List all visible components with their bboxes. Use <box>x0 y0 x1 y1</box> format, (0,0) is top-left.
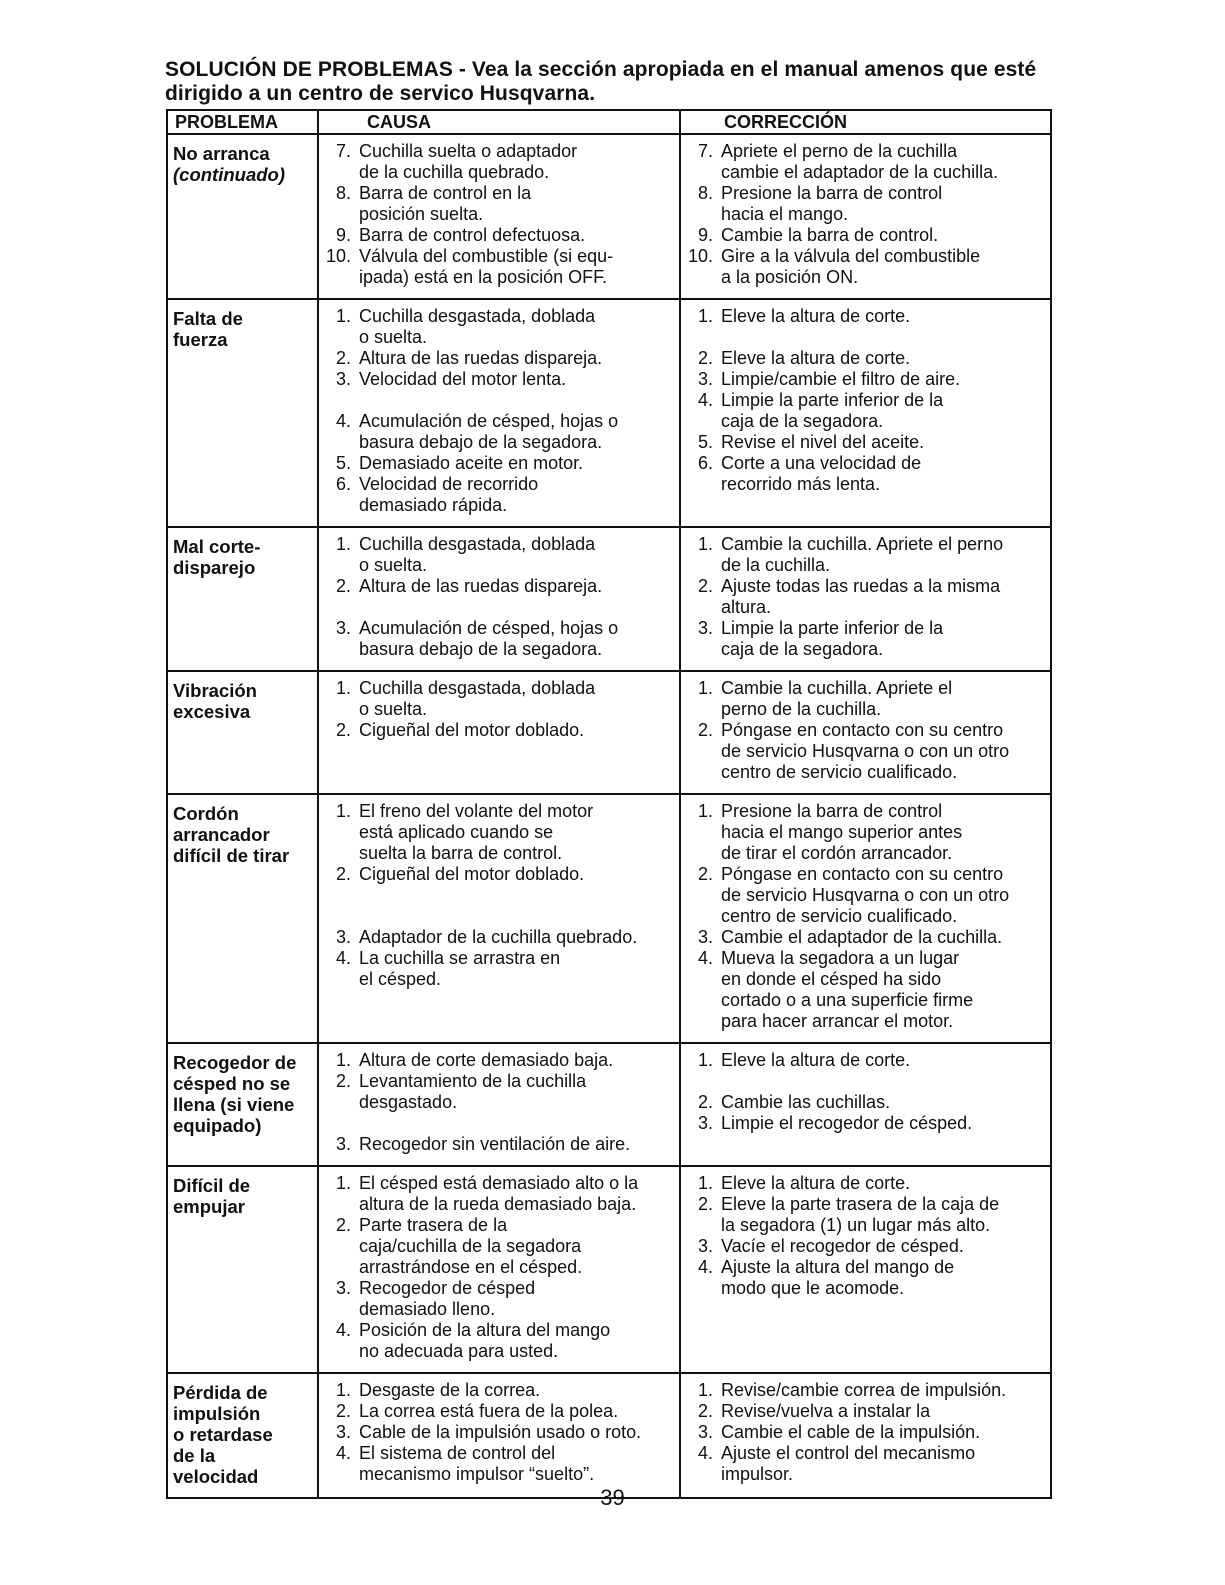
table-row <box>167 299 1051 527</box>
item-number: 7. <box>335 141 351 161</box>
problem-label: Pérdida de impulsión o retardase de la velocidad <box>173 1382 273 1487</box>
cause-item <box>324 369 677 390</box>
item-text: Cuchilla desgastada, doblada o suelta. <box>359 678 596 719</box>
correction-item <box>686 927 1048 948</box>
item-number: 1. <box>697 1050 713 1070</box>
item-number: 1. <box>697 1380 713 1400</box>
item-number: 3. <box>335 1134 351 1154</box>
item-text: Altura de las ruedas dispareja. <box>359 348 603 368</box>
item-text: Recogedor sin ventilación de aire. <box>359 1134 631 1154</box>
item-text: Cambie el adaptador de la cuchilla. <box>721 927 1003 947</box>
correction-cell <box>680 527 1051 671</box>
item-text: Acumulación de césped, hojas o basura debajo de la segadora. <box>359 618 619 659</box>
item-text: Vacíe el recogedor de césped. <box>721 1236 964 1256</box>
cause-cell <box>318 1166 680 1373</box>
item-number: 4. <box>335 411 351 431</box>
problem-label: No arranca <box>173 143 270 164</box>
item-text: Cigueñal del motor doblado. <box>359 864 585 884</box>
item-text: Demasiado aceite en motor. <box>359 453 584 473</box>
problem-label: Vibración excesiva <box>173 680 257 722</box>
cause-item <box>324 1173 677 1215</box>
item-text: La correa está fuera de la polea. <box>359 1401 619 1421</box>
item-number: 3. <box>697 1236 713 1256</box>
item-text: Desgaste de la correa. <box>359 1380 541 1400</box>
cause-cell <box>318 794 680 1043</box>
item-number: 5. <box>697 432 713 452</box>
correction-item <box>686 1113 1048 1134</box>
item-text: Cuchilla desgastada, doblada o suelta. <box>359 534 596 575</box>
item-text: Eleve la altura de corte. <box>721 1050 911 1070</box>
troubleshooting-page <box>166 58 1050 1499</box>
correction-item <box>686 948 1048 1032</box>
problem-cell <box>167 794 318 1043</box>
problem-label: Mal corte- disparejo <box>173 536 261 578</box>
item-number: 2. <box>335 348 351 368</box>
correction-cell <box>680 134 1051 299</box>
item-text: Corte a una velocidad de recorrido más lenta. <box>721 453 922 494</box>
item-number: 3. <box>335 1422 351 1442</box>
cause-cell <box>318 671 680 794</box>
correction-item <box>686 1422 1048 1443</box>
item-number: 1. <box>335 678 351 698</box>
item-number: 6. <box>697 453 713 473</box>
problem-sublabel: (continuado) <box>173 164 286 185</box>
item-number: 2. <box>697 348 713 368</box>
item-text: Cambie la cuchilla. Apriete el perno de la cuchilla. <box>721 678 953 719</box>
cause-item <box>324 453 677 474</box>
item-text: Apriete el perno de la cuchilla cambie el adaptador de la cuchilla. <box>721 141 999 182</box>
cause-item <box>324 1401 677 1422</box>
item-number: 1. <box>697 306 713 326</box>
cause-cell <box>318 299 680 527</box>
correction-cell <box>680 299 1051 527</box>
item-number: 1. <box>335 1380 351 1400</box>
cause-item <box>324 1134 677 1155</box>
correction-item <box>686 432 1048 453</box>
item-number: 2. <box>697 1092 713 1112</box>
cause-item <box>324 1215 677 1278</box>
table-row <box>167 671 1051 794</box>
problem-cell <box>167 1043 318 1166</box>
item-number: 4. <box>335 948 351 968</box>
item-text: Presione la barra de control hacia el mango. <box>721 183 943 224</box>
correction-item <box>686 1380 1048 1401</box>
item-number: 4. <box>335 1443 351 1463</box>
item-number: 1. <box>335 1173 351 1193</box>
correction-cell <box>680 794 1051 1043</box>
problem-label: Difícil de empujar <box>173 1175 251 1217</box>
item-number: 3. <box>697 1113 713 1133</box>
correction-item <box>686 390 1048 432</box>
cause-item <box>324 225 677 246</box>
item-text: Limpie la parte inferior de la caja de la segadora. <box>721 390 944 431</box>
cause-item <box>324 246 677 288</box>
item-text: Cambie el cable de la impulsión. <box>721 1422 981 1442</box>
cause-item <box>324 1422 677 1443</box>
problem-cell <box>167 671 318 794</box>
item-text: Eleve la altura de corte. <box>721 306 911 326</box>
item-text: Barra de control defectuosa. <box>359 225 586 245</box>
cause-item <box>324 348 677 369</box>
item-text: Velocidad del motor lenta. <box>359 369 567 389</box>
cause-cell <box>318 1043 680 1166</box>
cause-item <box>324 411 677 453</box>
item-text: Mueva la segadora a un lugar en donde el césped ha sido cortado o a una superficie firme para hacer arrancar el motor. <box>721 948 974 1031</box>
cause-item <box>324 306 677 348</box>
correction-item <box>686 1236 1048 1257</box>
problem-cell <box>167 299 318 527</box>
item-text: Levantamiento de la cuchilla desgastado. <box>359 1071 587 1112</box>
item-text: Velocidad de recorrido demasiado rápida. <box>359 474 539 515</box>
correction-item <box>686 801 1048 864</box>
correction-item <box>686 1173 1048 1194</box>
item-text: Parte trasera de la caja/cuchilla de la segadora arrastrándose en el césped. <box>359 1215 583 1277</box>
table-row <box>167 1166 1051 1373</box>
item-text: Posición de la altura del mango no adecuada para usted. <box>359 1320 611 1361</box>
cause-item <box>324 801 677 864</box>
correction-cell <box>680 1166 1051 1373</box>
correction-item <box>686 1257 1048 1299</box>
correction-item <box>686 864 1048 927</box>
cause-item <box>324 678 677 720</box>
item-number: 1. <box>335 306 351 326</box>
cause-item <box>324 1380 677 1401</box>
column-header-causa: CAUSA <box>318 110 680 134</box>
item-text: Altura de las ruedas dispareja. <box>359 576 603 596</box>
item-text: Cable de la impulsión usado o roto. <box>359 1422 642 1442</box>
item-number: 4. <box>697 1443 713 1463</box>
table-row <box>167 1373 1051 1498</box>
table-row <box>167 134 1051 299</box>
item-text: Cuchilla desgastada, doblada o suelta. <box>359 306 596 347</box>
correction-cell <box>680 1373 1051 1498</box>
item-text: Adaptador de la cuchilla quebrado. <box>359 927 638 947</box>
correction-cell <box>680 1043 1051 1166</box>
cause-item <box>324 1278 677 1320</box>
item-number: 4. <box>697 390 713 410</box>
item-number: 8. <box>697 183 713 203</box>
item-number: 2. <box>697 864 713 884</box>
correction-item <box>686 1443 1048 1485</box>
item-number: 2. <box>335 1401 351 1421</box>
item-text: Cuchilla suelta o adaptador de la cuchilla quebrado. <box>359 141 578 182</box>
item-text: Revise el nivel del aceite. <box>721 432 925 452</box>
cause-item <box>324 1320 677 1362</box>
item-text: Cambie la barra de control. <box>721 225 939 245</box>
cause-item <box>324 927 677 948</box>
item-text: Póngase en contacto con su centro de servicio Husqvarna o con un otro centro de servicio cualificado. <box>721 720 1010 782</box>
item-number: 3. <box>335 927 351 947</box>
item-number: 2. <box>335 720 351 740</box>
problem-cell <box>167 1166 318 1373</box>
correction-item <box>686 141 1048 183</box>
correction-item <box>686 618 1048 660</box>
correction-cell <box>680 671 1051 794</box>
item-text: Válvula del combustible (si equ- ipada) está en la posición OFF. <box>359 246 614 287</box>
item-number: 4. <box>697 948 713 968</box>
cause-item <box>324 183 677 225</box>
item-number: 3. <box>697 1422 713 1442</box>
item-text: Ajuste todas las ruedas a la misma altura. <box>721 576 1001 617</box>
item-number: 3. <box>335 618 351 638</box>
cause-item <box>324 948 677 990</box>
cause-item <box>324 141 677 183</box>
page-number: 39 <box>600 1485 625 1510</box>
correction-item <box>686 453 1048 495</box>
item-text: Limpie la parte inferior de la caja de la segadora. <box>721 618 944 659</box>
correction-item <box>686 225 1048 246</box>
item-number: 3. <box>335 1278 351 1298</box>
cause-cell <box>318 1373 680 1498</box>
item-number: 2. <box>697 576 713 596</box>
item-number: 7. <box>697 141 713 161</box>
item-text: Barra de control en la posición suelta. <box>359 183 532 224</box>
item-text: El césped está demasiado alto o la altura de la rueda demasiado baja. <box>359 1173 639 1214</box>
item-number: 2. <box>697 1194 713 1214</box>
item-text: La cuchilla se arrastra en el césped. <box>359 948 561 989</box>
item-number: 2. <box>335 576 351 596</box>
item-text: Limpie/cambie el filtro de aire. <box>721 369 961 389</box>
column-header-correccion: CORRECCIÓN <box>680 110 1051 134</box>
item-number: 2. <box>335 1215 351 1235</box>
correction-item <box>686 348 1048 369</box>
item-text: Recogedor de césped demasiado lleno. <box>359 1278 536 1319</box>
item-number: 1. <box>697 801 713 821</box>
cause-item <box>324 720 677 741</box>
item-text: Póngase en contacto con su centro de servicio Husqvarna o con un otro centro de servicio cualificado. <box>721 864 1010 926</box>
cause-item <box>324 576 677 597</box>
item-number: 1. <box>697 1173 713 1193</box>
item-number: 1. <box>335 534 351 554</box>
item-text: Ajuste la altura del mango de modo que le acomode. <box>721 1257 955 1298</box>
item-number: 6. <box>335 474 351 494</box>
item-number: 2. <box>697 720 713 740</box>
item-number: 5. <box>335 453 351 473</box>
item-number: 9. <box>335 225 351 245</box>
item-text: Altura de corte demasiado baja. <box>359 1050 614 1070</box>
problem-cell <box>167 1373 318 1498</box>
cause-item <box>324 474 677 516</box>
item-text: Acumulación de césped, hojas o basura debajo de la segadora. <box>359 411 619 452</box>
problem-label: Recogedor de césped no se llena (si viene equipado) <box>173 1052 297 1136</box>
item-number: 3. <box>697 927 713 947</box>
problem-label: Falta de fuerza <box>173 308 243 350</box>
item-text: El freno del volante del motor está aplicado cuando se suelta la barra de control. <box>359 801 594 863</box>
cause-item <box>324 618 677 660</box>
correction-item <box>686 576 1048 618</box>
table-row <box>167 1043 1051 1166</box>
column-header-problema: PROBLEMA <box>167 110 318 134</box>
item-number: 2. <box>335 864 351 884</box>
item-text: Presione la barra de control hacia el mango superior antes de tirar el cordón arrancador. <box>721 801 963 863</box>
table-header-row <box>167 110 1051 134</box>
correction-item <box>686 1194 1048 1236</box>
cause-cell <box>318 527 680 671</box>
item-text: Eleve la altura de corte. <box>721 348 911 368</box>
item-text: Cambie la cuchilla. Apriete el perno de la cuchilla. <box>721 534 1004 575</box>
correction-item <box>686 720 1048 783</box>
item-number: 8. <box>335 183 351 203</box>
item-text: Eleve la altura de corte. <box>721 1173 911 1193</box>
correction-item <box>686 306 1048 327</box>
correction-item <box>686 1092 1048 1113</box>
item-number: 4. <box>335 1320 351 1340</box>
correction-item <box>686 183 1048 225</box>
correction-item <box>686 246 1048 288</box>
item-text: Revise/cambie correa de impulsión. <box>721 1380 1007 1400</box>
item-text: Gire a la válvula del combustible a la posición ON. <box>721 246 981 287</box>
item-text: El sistema de control del mecanismo impulsor “suelto”. <box>359 1443 595 1484</box>
item-number: 4. <box>697 1257 713 1277</box>
correction-item <box>686 1401 1048 1422</box>
correction-item <box>686 1050 1048 1071</box>
cause-item <box>324 534 677 576</box>
problem-cell <box>167 134 318 299</box>
item-number: 1. <box>335 801 351 821</box>
table-row <box>167 527 1051 671</box>
cause-item <box>324 1071 677 1113</box>
item-number: 10. <box>687 246 713 266</box>
item-text: Ajuste el control del mecanismo impulsor. <box>721 1443 976 1484</box>
item-number: 3. <box>335 369 351 389</box>
item-text: Eleve la parte trasera de la caja de la segadora (1) un lugar más alto. <box>721 1194 1000 1235</box>
item-text: Limpie el recogedor de césped. <box>721 1113 973 1133</box>
table-row <box>167 794 1051 1043</box>
correction-item <box>686 369 1048 390</box>
problem-label: Cordón arrancador difícil de tirar <box>173 803 290 866</box>
item-text: Cambie las cuchillas. <box>721 1092 891 1112</box>
item-number: 1. <box>335 1050 351 1070</box>
item-number: 3. <box>697 369 713 389</box>
problem-cell <box>167 527 318 671</box>
item-number: 1. <box>697 678 713 698</box>
item-text: Cigueñal del motor doblado. <box>359 720 585 740</box>
cause-item <box>324 864 677 885</box>
item-number: 1. <box>697 534 713 554</box>
cause-item <box>324 1443 677 1485</box>
cause-cell <box>318 134 680 299</box>
cause-item <box>324 1050 677 1071</box>
item-number: 2. <box>335 1071 351 1091</box>
item-number: 3. <box>697 618 713 638</box>
troubleshooting-table <box>166 109 1052 1499</box>
item-text: Revise/vuelva a instalar la <box>721 1401 931 1421</box>
correction-item <box>686 678 1048 720</box>
item-number: 9. <box>697 225 713 245</box>
item-number: 10. <box>325 246 351 266</box>
page-heading: SOLUCIÓN DE PROBLEMAS - Vea la sección apropiada en el manual amenos que esté dirigido a un centro de servico Husqvarna. <box>165 58 1037 105</box>
correction-item <box>686 534 1048 576</box>
item-number: 2. <box>697 1401 713 1421</box>
